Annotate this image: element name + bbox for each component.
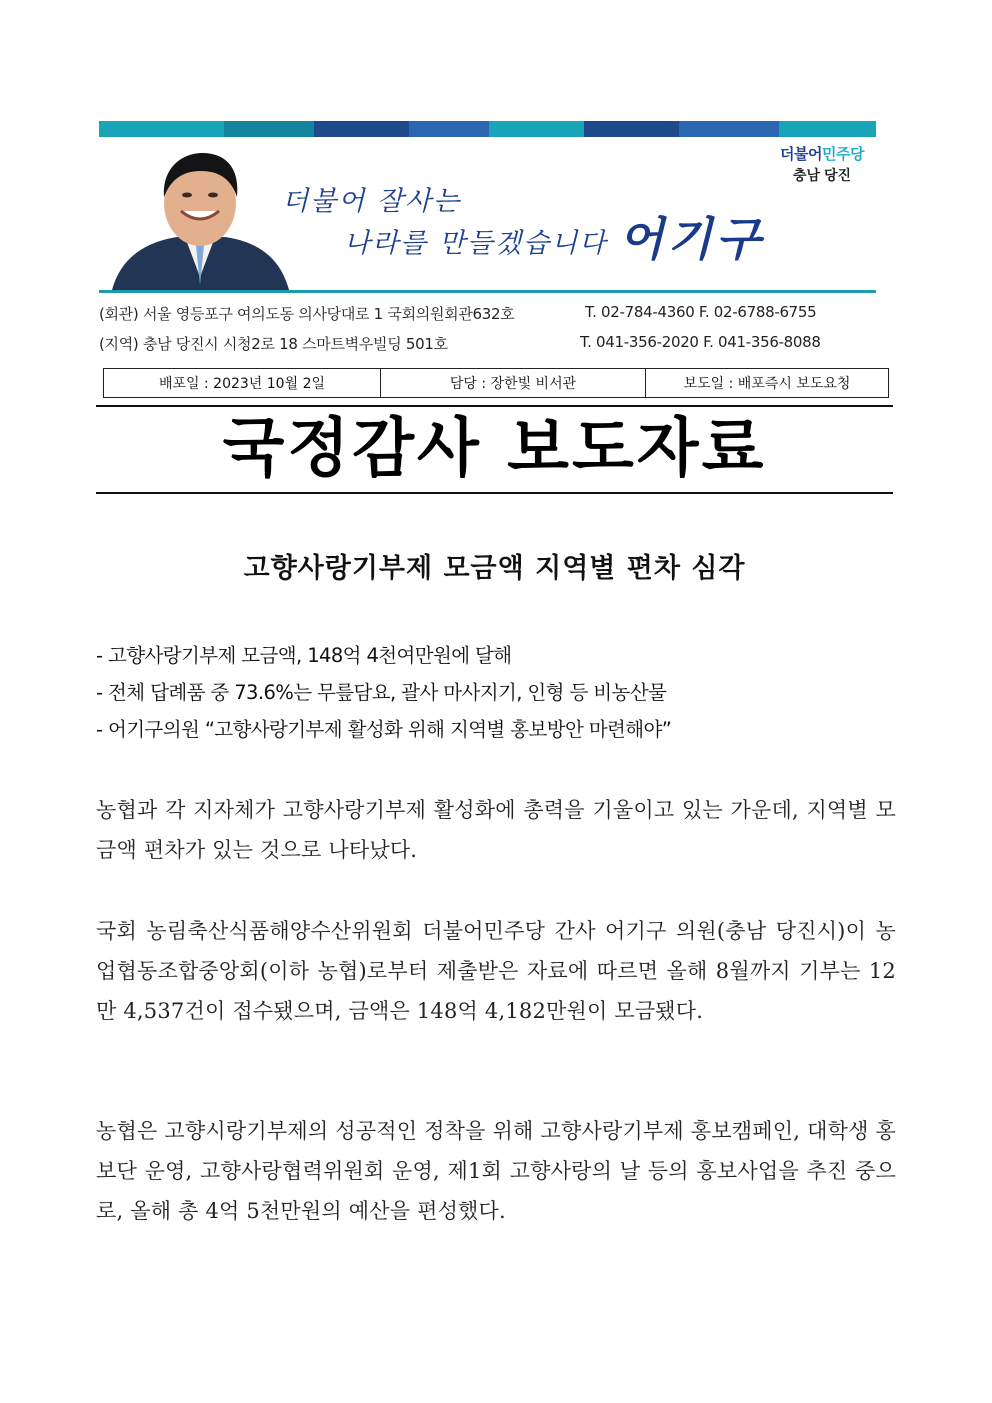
summary-bullet: - 어기구의원 “고향사랑기부제 활성화 위해 지역별 홍보방안 마련해야” [96, 718, 672, 741]
party-name-main: 더불어 [780, 146, 823, 163]
signature: 어기구 [619, 212, 765, 266]
banner-bottom-line [99, 290, 876, 293]
summary-bullets [96, 637, 896, 748]
address-assembly-text: (회관) 서울 영등포구 여의도동 의사당대로 1 국회의원회관632호 [99, 305, 515, 323]
body-paragraph-2: 국회 농림축산식품해양수산위원회 더불어민주당 간사 어기구 의원(충남 당진시)이 농업협동조합중앙회(이하 농협)로부터 제출받은 자료에 따르면 올해 8월까지 기부는 12만 4,537건이 접수됐으며, 금액은 148억 4,182만원이 모금됐다. [96, 919, 896, 1023]
address-assembly [99, 303, 817, 324]
party-name [780, 143, 864, 164]
address-local [99, 333, 821, 354]
body-paragraph-1: 농협과 각 지자체가 고향사랑기부제 활성화에 총력을 기울이고 있는 가운데, 지역별 모금액 편차가 있는 것으로 나타났다. [96, 798, 896, 862]
release-info-box [103, 368, 889, 398]
embargo-info: 보도일 : 배포즉시 보도요청 [683, 376, 851, 392]
party-region: 충남 당진 [793, 167, 852, 183]
body-paragraph-3: 농협은 고향시랑기부제의 성공적인 정착을 위해 고향사랑기부제 홍보캠페인, 대학생 홍보단 운영, 고향사랑협력위원회 운영, 제1회 고향사랑의 날 등의 홍보사업을 추진 중으로, 올해 총 4억 5천만원의 예산을 편성했다. [96, 1119, 896, 1223]
summary-bullet: - 고향사랑기부제 모금액, 148억 4천여만원에 달해 [96, 644, 512, 667]
politician-photo [107, 145, 292, 290]
headline: 고향사랑기부제 모금액 지역별 편차 심각 [243, 553, 746, 584]
contact-person: 담당 : 장한빛 비서관 [381, 369, 646, 397]
address-local-phone: T. 041-356-2020 F. 041-356-8088 [580, 333, 821, 351]
slogan-line-2: 나라를 만들겠습니다 [344, 228, 608, 259]
party-name-accent: 민주당 [822, 146, 864, 163]
page-title: 국정감사 보도자료 [222, 412, 767, 486]
summary-bullet: - 전체 답례품 중 73.6%는 무릎담요, 괄사 마사지기, 인형 등 비농산물 [96, 681, 667, 704]
release-date: 배포일 : 2023년 10월 2일 [104, 369, 381, 397]
party-logo [780, 143, 864, 185]
color-stripe [99, 121, 876, 137]
header-banner [99, 121, 876, 293]
address-assembly-phone: T. 02-784-4360 F. 02-6788-6755 [585, 303, 817, 321]
address-local-text: (지역) 충남 당진시 시청2로 18 스마트벽우빌딩 501호 [99, 335, 448, 353]
title-rule-bottom [96, 492, 893, 494]
slogan-line-1: 더불어 잘사는 [282, 186, 462, 217]
